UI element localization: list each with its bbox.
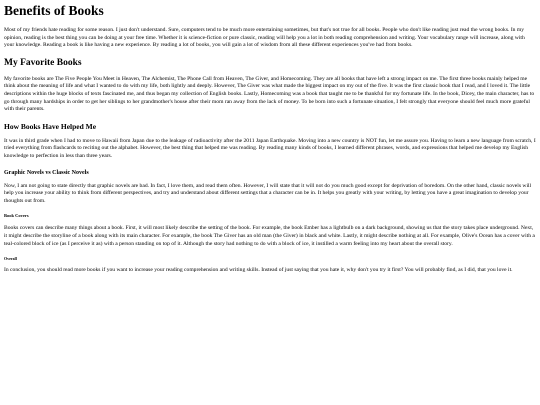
section-heading-book-covers: Book Covers (4, 213, 29, 219)
page-title: Benefits of Books (4, 3, 104, 18)
intro-paragraph: Most of my friends hate reading for some reason. I just don't understand. Sure, computers tend to be much more entertaining sometimes, but that's not true for all books. People who don't like reading just read the wrong books. In my opinion, reading is the best thing you can be doing at your free time. Whether it is science-fiction or pure classic, reading will help you a lot in both reading comprehension and writing. Your vocabulary range will increase, along with your knowledge. Reading a book is like having a new experience. By reading a lot of books, you will gain a lot of wisdom from all these different experiences you've had from books. (4, 27, 525, 49)
section-body-book-covers: Books covers can describe many things about a book. First, it will most likely describe the setting of the book. For example, the book Ember has a lightbulb on a dark background, showing us that the story takes place underground. Next, it might describe the storyline of a book along with its main character. For example, the book The Giver has an old man (the Giver) in black and white. Lastly, it might describe nothing at all. For example, Olive's Ocean has a cover with a teal-colored block of ice (as I perceive it as) with a person standing on top of it. Although the story had nothing to do with a block of ice, it instilled a warm feeling into my heart about the overall story. (4, 225, 535, 247)
section-body-overall: In conclusion, you should read more books if you want to increase your reading comprehension and writing skills. Instead of just saying that you hate it, why don't you try it first? You will probably find, as I did, that you love it. (4, 267, 513, 274)
section-body-how-books-helped: It was in third grade when I had to move to Hawaii from Japan due to the leakage of radioactivity after the 2011 Japan Earthquake. Moving into a new country is NOT fun, let me assure you. Having to learn a new language from scratch, I tried everything from flashcards to reciting out the alphabet. However, the best thing that helped me was reading. By reading many kinds of books, I learned different phrases, words, and expressions that helped me develop my English knowledge to perfection in less than three years. (4, 137, 536, 159)
section-heading-overall: Overall (4, 256, 17, 262)
section-heading-how-books-helped: How Books Have Helped Me (4, 121, 97, 131)
section-body-favorite-books: My favorite books are The Five People You Meet in Heaven, The Alchemist, The Phone Call from Heaven, The Giver, and Homecoming. They are all books that have left a strong impact on me. The first three books mainly helped me think about the meaning of life and what I wanted to do with my life, both lightly and deeply. However, The Giver was what made the biggest impact on my out of the five. It was the first classic book that I read, and I loved it. The little descriptions within the huge blocks of texts fascinated me, and thus began my collection of English books. Lastly, Homecoming was a book that taught me to be thankful for my fortunate life. In the book, Dicey, the main character, has to go through many hardships in order to get her siblings to her grandmother's house after their mom ran away from the lack of money. To be born into such a fortunate situation, I felt strongly that everyone should feel much more grateful with their parents. (4, 75, 535, 113)
section-heading-favorite-books: My Favorite Books (4, 57, 82, 68)
section-heading-graphic-vs-classic: Graphic Novels vs Classic Novels (4, 169, 89, 176)
section-body-graphic-vs-classic: Now, I am not going to state directly that graphic novels are bad. In fact, I love them, and read them often. However, I will state that it will not do you much good except for deprivation of boredom. On the other hand, classic novels will help you increase your ability to think from different perspectives, and try and understand about different settings that a character can be in. It helps you greatly with your writing, by letting you have a great imagination to develop your thoughts out from. (4, 182, 532, 204)
